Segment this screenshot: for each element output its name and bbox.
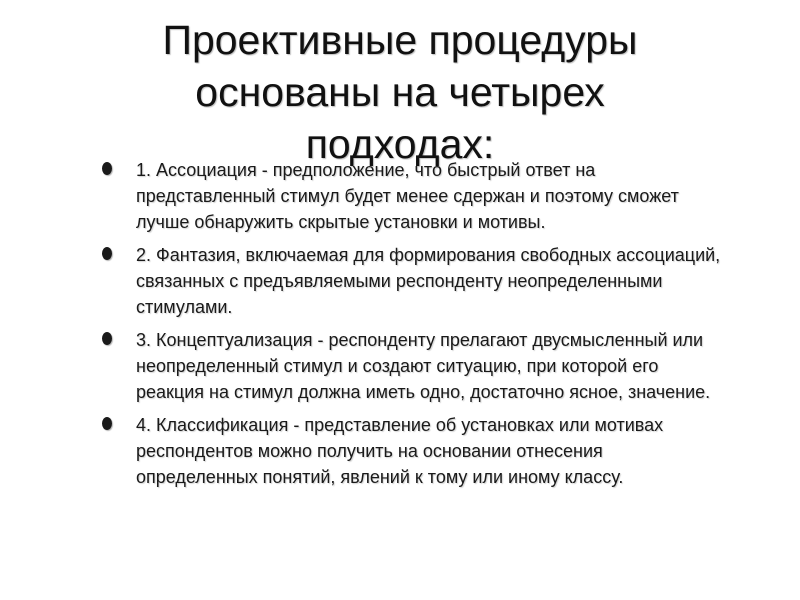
- bullet-list: [102, 157, 722, 497]
- bullet-item-fantasy: [102, 242, 722, 320]
- bullet-item-association: [102, 157, 722, 235]
- slide-title-line-1: Проективные процедуры: [162, 17, 638, 63]
- bullet-item-conceptualization: [102, 327, 722, 405]
- bullet-dot-icon: [102, 247, 112, 260]
- slide-title-line-2: основаны на четырех: [195, 69, 605, 115]
- bullet-dot-icon: [102, 417, 112, 430]
- bullet-dot-icon: [102, 332, 112, 345]
- bullet-dot-icon: [102, 162, 112, 175]
- bullet-text: 2. Фантазия, включаемая для формирования свободных ассоциаций, связанных с предъявляемыми респонденту неопределенными стимулами.: [136, 245, 721, 317]
- bullet-text: 3. Концептуализация - респонденту прелагают двусмысленный или неопределенный стимул и создают ситуацию, при которой его реакция на стимул должна иметь одно, достаточно ясное, значение.: [136, 330, 711, 402]
- bullet-text: 4. Классификация - представление об установках или мотивах респондентов можно получить на основании отнесения определенных понятий, явлений к тому или иному классу.: [136, 415, 664, 487]
- bullet-item-classification: [102, 412, 722, 490]
- slide-title: [60, 14, 740, 170]
- slide-title-line-3: подходах:: [305, 121, 495, 167]
- bullet-text: 1. Ассоциация - предположение, что быстрый ответ на представленный стимул будет менее сдержан и поэтому сможет лучше обнаружить скрытые установки и мотивы.: [136, 160, 679, 232]
